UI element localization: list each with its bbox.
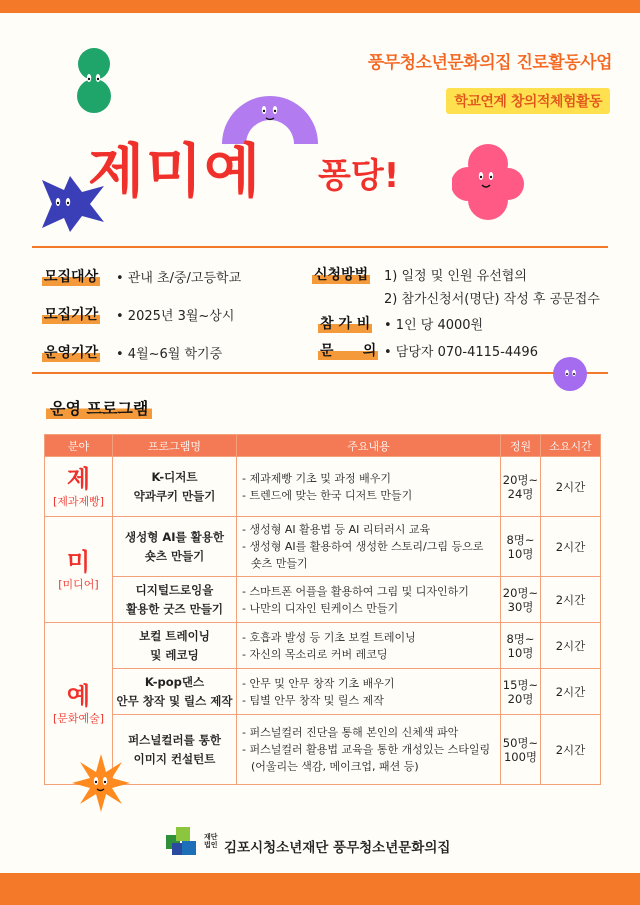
category-initial: 제 bbox=[66, 464, 91, 493]
category-name: [미디어] bbox=[58, 577, 99, 591]
description-item: - 퍼스널컬러 진단을 통해 본인의 신체색 파악 bbox=[242, 726, 459, 739]
program-name bbox=[113, 715, 237, 785]
capacity-cell bbox=[501, 669, 541, 715]
program-description bbox=[237, 669, 501, 715]
org-title: 풍무청소년문화의집 진로활동사업 bbox=[367, 53, 612, 73]
apply-value-1: 1) 일정 및 인원 유선협의 bbox=[384, 269, 527, 284]
divider-top bbox=[32, 246, 608, 248]
program-name-line2: 숏츠 만들기 bbox=[144, 548, 205, 563]
program-name-line1: 디지털드로잉을 bbox=[135, 582, 214, 597]
table-row bbox=[45, 577, 601, 623]
duration-cell: 2시간 bbox=[541, 623, 601, 669]
header-capacity: 정원 bbox=[501, 435, 541, 457]
program-name-line1: 생성형 AI를 활용한 bbox=[125, 529, 224, 544]
program-name-line2: 활용한 굿즈 만들기 bbox=[126, 601, 223, 616]
capacity-cell bbox=[501, 457, 541, 517]
description-item: - 자신의 목소리로 커버 레코딩 bbox=[242, 647, 388, 661]
description-item: - 퍼스널컬러 활용법 교육을 통한 개성있는 스타일링 (어울리는 색감, 메이크업, 패션 등) bbox=[242, 743, 491, 773]
program-name-line2: 이미지 컨설턴트 bbox=[133, 751, 216, 766]
program-name-line2: 안무 창작 및 릴스 제작 bbox=[116, 693, 233, 708]
program-description bbox=[237, 623, 501, 669]
description-item: - 팀별 안무 창작 및 릴스 제작 bbox=[242, 693, 384, 707]
main-title-suffix: 퐁당! bbox=[318, 156, 400, 196]
category-initial: 미 bbox=[66, 547, 91, 576]
capacity-min: 20명~ bbox=[502, 585, 539, 600]
operation-label: 운영기간 bbox=[42, 342, 100, 362]
category-cell bbox=[45, 457, 113, 517]
capacity-max: 10명 bbox=[507, 645, 534, 660]
program-name-line2: 및 레코딩 bbox=[150, 647, 199, 662]
bottom-band bbox=[0, 873, 640, 905]
capacity-min: 8명~ bbox=[506, 532, 535, 547]
program-description bbox=[237, 517, 501, 577]
description-item: - 생성형 AI를 활용하여 생성한 스토리/그림 등으로 숏츠 만들기 bbox=[242, 540, 484, 570]
header-program: 프로그램명 bbox=[113, 435, 237, 457]
program-description bbox=[237, 457, 501, 517]
program-description bbox=[237, 715, 501, 785]
contact-value: • 담당자 070-4115-4496 bbox=[384, 345, 538, 360]
program-description bbox=[237, 577, 501, 623]
footer-foundation-tag: 재단 법인 bbox=[204, 833, 218, 849]
program-name-line1: K-pop댄스 bbox=[144, 674, 205, 689]
table-row bbox=[45, 623, 601, 669]
apply-label: 신청방법 bbox=[312, 264, 370, 284]
category-cell bbox=[45, 517, 113, 623]
divider-bottom bbox=[32, 372, 608, 374]
contact-label: 문 의 bbox=[318, 340, 378, 360]
program-name-line1: K-디저트 bbox=[151, 469, 198, 484]
purple-blob-character-icon bbox=[552, 356, 588, 392]
capacity-min: 50명~ bbox=[502, 735, 539, 750]
description-item: - 호흡과 발성 등 기초 보컬 트레이닝 bbox=[242, 630, 416, 644]
footer-organization: 김포시청소년재단 풍무청소년문화의집 bbox=[224, 840, 451, 856]
capacity-max: 30명 bbox=[507, 599, 534, 614]
description-item: - 트렌드에 맞는 한국 디저트 만들기 bbox=[242, 488, 413, 502]
description-item: - 스마트폰 어플을 활용하여 그림 및 디자인하기 bbox=[242, 584, 469, 598]
capacity-max: 100명 bbox=[503, 749, 538, 764]
table-row bbox=[45, 517, 601, 577]
program-name bbox=[113, 517, 237, 577]
description-item: - 안무 및 안무 창작 기초 배우기 bbox=[242, 676, 395, 690]
duration-cell: 2시간 bbox=[541, 577, 601, 623]
header-content: 주요내용 bbox=[237, 435, 501, 457]
pink-flower-character-icon bbox=[452, 144, 524, 220]
period-label: 모집기간 bbox=[42, 304, 100, 324]
green-bean-character-icon bbox=[76, 48, 112, 114]
section-title: 운영 프로그램 bbox=[46, 396, 152, 419]
table-row bbox=[45, 457, 601, 517]
fee-label: 참 가 비 bbox=[318, 313, 372, 333]
duration-cell: 2시간 bbox=[541, 517, 601, 577]
capacity-max: 10명 bbox=[507, 546, 534, 561]
category-name: [문화예술] bbox=[52, 711, 105, 725]
capacity-cell bbox=[501, 517, 541, 577]
duration-cell: 2시간 bbox=[541, 457, 601, 517]
description-item: - 제과제빵 기초 및 과정 배우기 bbox=[242, 471, 391, 485]
program-name bbox=[113, 577, 237, 623]
target-label: 모집대상 bbox=[42, 266, 100, 286]
table-row bbox=[45, 669, 601, 715]
program-name bbox=[113, 623, 237, 669]
fee-value: • 1인 당 4000원 bbox=[384, 318, 484, 333]
capacity-max: 24명 bbox=[507, 486, 534, 501]
top-band bbox=[0, 0, 640, 13]
duration-cell: 2시간 bbox=[541, 715, 601, 785]
description-item: - 나만의 디자인 틴케이스 만들기 bbox=[242, 601, 399, 615]
orange-star-character-icon bbox=[72, 754, 130, 812]
apply-value-2: 2) 참가신청서(명단) 작성 후 공문접수 bbox=[384, 292, 600, 307]
period-value: • 2025년 3월~상시 bbox=[116, 309, 235, 324]
program-name-line1: 퍼스널컬러를 통한 bbox=[128, 732, 221, 747]
capacity-cell bbox=[501, 715, 541, 785]
description-item: - 생성형 AI 활용법 등 AI 리터러시 교육 bbox=[242, 523, 431, 536]
program-name bbox=[113, 457, 237, 517]
capacity-min: 8명~ bbox=[506, 631, 535, 646]
capacity-cell bbox=[501, 577, 541, 623]
capacity-max: 20명 bbox=[507, 691, 534, 706]
header-category: 분야 bbox=[45, 435, 113, 457]
category-name: [제과제빵] bbox=[52, 494, 105, 508]
duration-cell: 2시간 bbox=[541, 669, 601, 715]
main-title: 제미예 bbox=[88, 137, 263, 205]
header-duration: 소요시간 bbox=[541, 435, 601, 457]
target-value: • 관내 초/중/고등학교 bbox=[116, 271, 242, 286]
program-name bbox=[113, 669, 237, 715]
foundation-logo-icon bbox=[166, 827, 198, 857]
program-subtitle: 학교연계 창의적체험활동 bbox=[446, 88, 610, 114]
table-header-row bbox=[45, 435, 601, 457]
program-table bbox=[44, 434, 601, 785]
capacity-min: 20명~ bbox=[502, 472, 539, 487]
capacity-cell bbox=[501, 623, 541, 669]
capacity-min: 15명~ bbox=[502, 677, 539, 692]
program-name-line2: 약과쿠키 만들기 bbox=[133, 488, 216, 503]
program-name-line1: 보컬 트레이닝 bbox=[139, 628, 210, 643]
operation-value: • 4월~6월 학기중 bbox=[116, 347, 223, 362]
category-initial: 예 bbox=[66, 681, 91, 710]
